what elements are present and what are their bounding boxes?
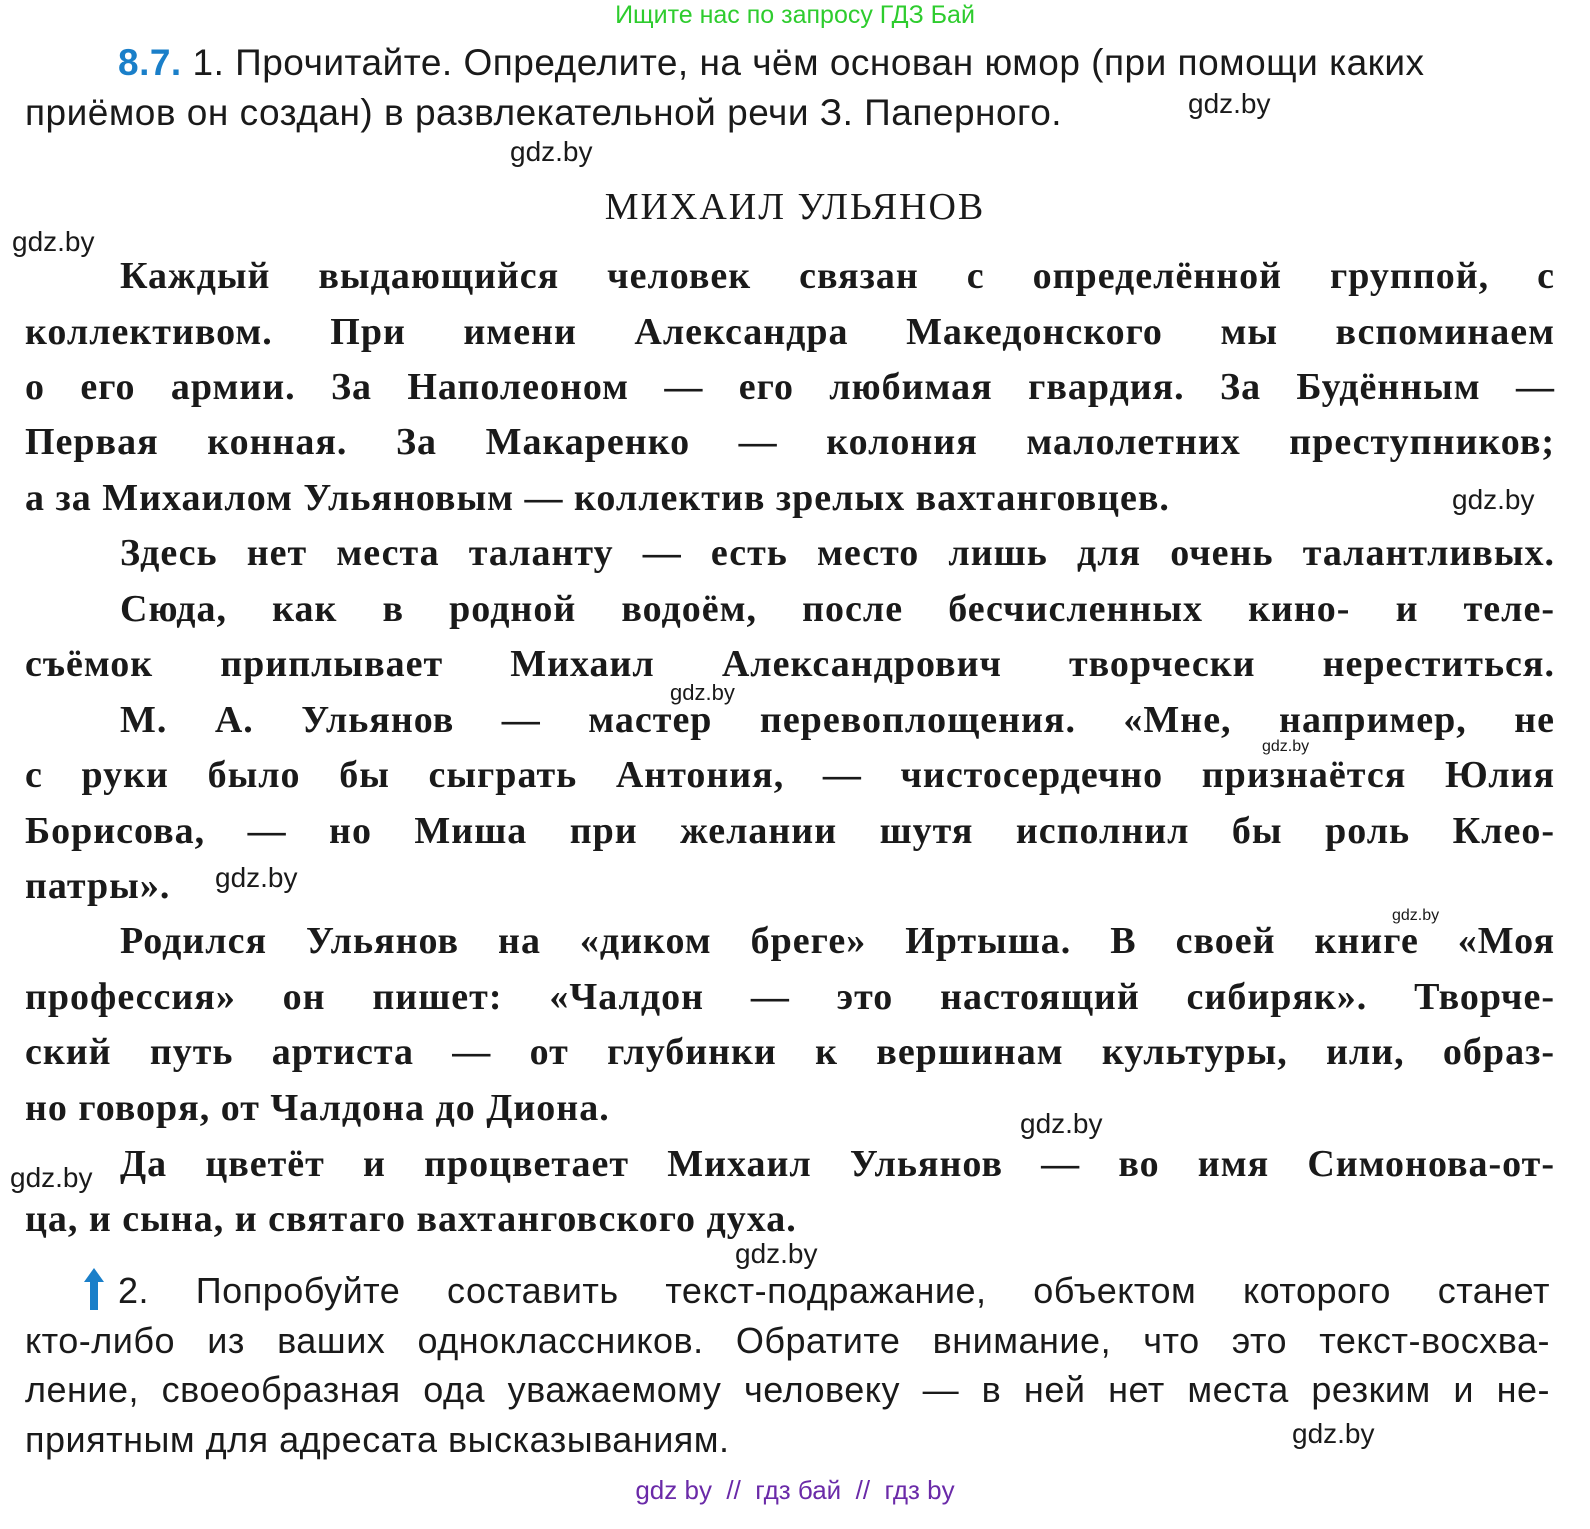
task-2-line: 2. Попробуйте составить текст-подражание, объектом которого станет — [118, 1270, 1550, 1311]
footer-watermark: gdz by // гдз бай // гдз by — [635, 1475, 955, 1505]
watermark: gdz.by — [670, 680, 735, 705]
watermark: gdz.by — [1262, 738, 1310, 755]
watermark: gdz.by — [1392, 907, 1440, 924]
article-line: коллективом. При имени Александра Македонского мы вспоминаем — [25, 311, 1555, 353]
article-title: МИХАИЛ УЛЬЯНОВ — [604, 186, 986, 228]
article-line: ский путь артиста — от глубинки к вершинам культуры, или, образ- — [25, 1031, 1555, 1073]
watermark: gdz.by — [1188, 88, 1271, 119]
task-2-line: ление, своеобразная ода уважаемому человеку — в ней нет места резким и не- — [25, 1369, 1550, 1410]
article-line: Первая конная. За Макаренко — колония малолетних преступников; — [25, 421, 1555, 463]
article-line: Да цветёт и процветает Михаил Ульянов — во имя Симонова-от- — [120, 1143, 1555, 1185]
article-line: Борисова, — но Миша при желании шутя исполнил бы роль Клео- — [25, 810, 1555, 852]
task-1-text: 1. Прочитайте. Определите, на чём основан юмор (при помощи каких — [192, 42, 1425, 83]
watermark: gdz.by — [1292, 1418, 1375, 1449]
watermark: gdz.by — [1020, 1108, 1103, 1139]
article-line: съёмок приплывает Михаил Александрович творчески нереститься. — [25, 643, 1555, 685]
article-line: патры». — [25, 865, 171, 907]
article-line: с руки было бы сыграть Антония, — чистосердечно признаётся Юлия — [25, 754, 1555, 796]
top-banner: Ищите нас по запросу ГДЗ Бай — [615, 1, 975, 29]
watermark: gdz.by — [215, 862, 298, 893]
article-line: но говоря, от Чалдона до Диона. — [25, 1087, 610, 1129]
article-line: Сюда, как в родной водоём, после бесчисленных кино- и теле- — [120, 588, 1555, 630]
article-line: а за Михаилом Ульяновым — коллектив зрелых вахтанговцев. — [25, 477, 1170, 519]
task-1-line-1 — [118, 38, 1425, 88]
task-2-line: кто-либо из ваших одноклассников. Обратите внимание, что это текст-восхва- — [25, 1320, 1550, 1361]
watermark: gdz.by — [12, 226, 95, 257]
watermark: gdz.by — [10, 1162, 93, 1193]
article-line: профессия» он пишет: «Чалдон — это настоящий сибиряк». Творче- — [25, 976, 1555, 1018]
watermark: gdz.by — [510, 136, 593, 167]
task-number: 8.7. — [118, 42, 182, 83]
arrow-up-icon — [84, 1268, 104, 1310]
article-line: М. А. Ульянов — мастер перевоплощения. «Мне, например, не — [120, 699, 1555, 741]
article-line: о его армии. За Наполеоном — его любимая гвардия. За Будённым — — [25, 366, 1555, 408]
article-line: Родился Ульянов на «диком бреге» Иртыша. В своей книге «Моя — [120, 920, 1555, 962]
article-line: ца, и сына, и святаго вахтанговского духа. — [25, 1198, 797, 1240]
task-1-line-2: приёмов он создан) в развлекательной речи З. Паперного. — [25, 92, 1063, 133]
article-line: Каждый выдающийся человек связан с определённой группой, с — [120, 255, 1555, 297]
article-line: Здесь нет места таланту — есть место лишь для очень талантливых. — [120, 532, 1555, 574]
watermark: gdz.by — [735, 1238, 818, 1269]
task-2-line: приятным для адресата высказываниям. — [25, 1419, 730, 1460]
watermark: gdz.by — [1452, 484, 1535, 515]
